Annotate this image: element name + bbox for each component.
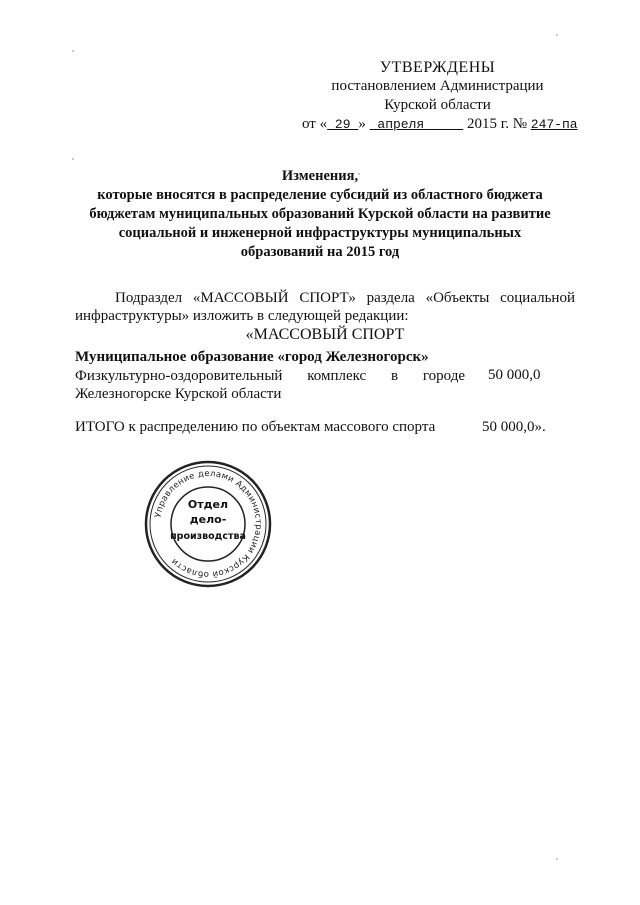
approval-date-line xyxy=(300,115,578,134)
decree-number: 247-па xyxy=(530,117,578,132)
stamp-center-line-1: Отдел xyxy=(187,498,229,511)
total-value: 50 000,0». xyxy=(482,419,546,435)
svg-text:Управление делами Администраци: Управление делами Администрации Курской области xyxy=(153,468,264,580)
object-name: Физкультурно-оздоровительный комплекс в городе Железногорске Курской области xyxy=(75,368,465,402)
total-label: ИТОГО к распределению по объектам массового спорта xyxy=(75,419,436,435)
title-line-5: образований на 2015 год xyxy=(240,244,400,260)
body-paragraph: Подраздел «МАССОВЫЙ СПОРТ» раздела «Объекты социальной инфраструктуры» изложить в следующей редакции: xyxy=(75,290,575,324)
date-prefix: от « xyxy=(302,116,328,132)
scan-speck xyxy=(358,173,360,175)
title-line-3: бюджетам муниципальных образований Курской области на развитие xyxy=(89,206,551,222)
scan-speck xyxy=(72,50,74,52)
scan-speck xyxy=(556,858,558,860)
title-line-2: которые вносятся в распределение субсидий из областного бюджета xyxy=(97,187,543,203)
stamp-graphic xyxy=(143,459,273,589)
date-year: 2015 г. № xyxy=(466,116,528,132)
date-month: апреля xyxy=(377,117,425,132)
object-value: 50 000,0 xyxy=(488,367,541,383)
stamp-center-line-2: дело- xyxy=(189,513,227,526)
title-line-1: Изменения, xyxy=(281,168,359,184)
scan-speck xyxy=(556,34,558,36)
date-day-close: » xyxy=(358,116,366,132)
approval-line-1: постановлением Администрации xyxy=(331,78,544,94)
section-heading: «МАССОВЫЙ СПОРТ xyxy=(245,326,405,343)
title-line-4: социальной и инженерной инфраструктуры муниципальных xyxy=(118,225,522,241)
approved-heading: УТВЕРЖДЕНЫ xyxy=(379,59,496,76)
municipality-heading: Муниципальное образование «город Железногорск» xyxy=(75,349,429,365)
office-stamp xyxy=(143,459,273,589)
scan-speck xyxy=(72,158,74,160)
document-title xyxy=(65,167,575,262)
stamp-center-line-3: производства xyxy=(170,531,246,542)
approval-line-2: Курской области xyxy=(384,97,491,113)
approval-block xyxy=(300,58,578,134)
date-day: 29 xyxy=(334,117,351,132)
